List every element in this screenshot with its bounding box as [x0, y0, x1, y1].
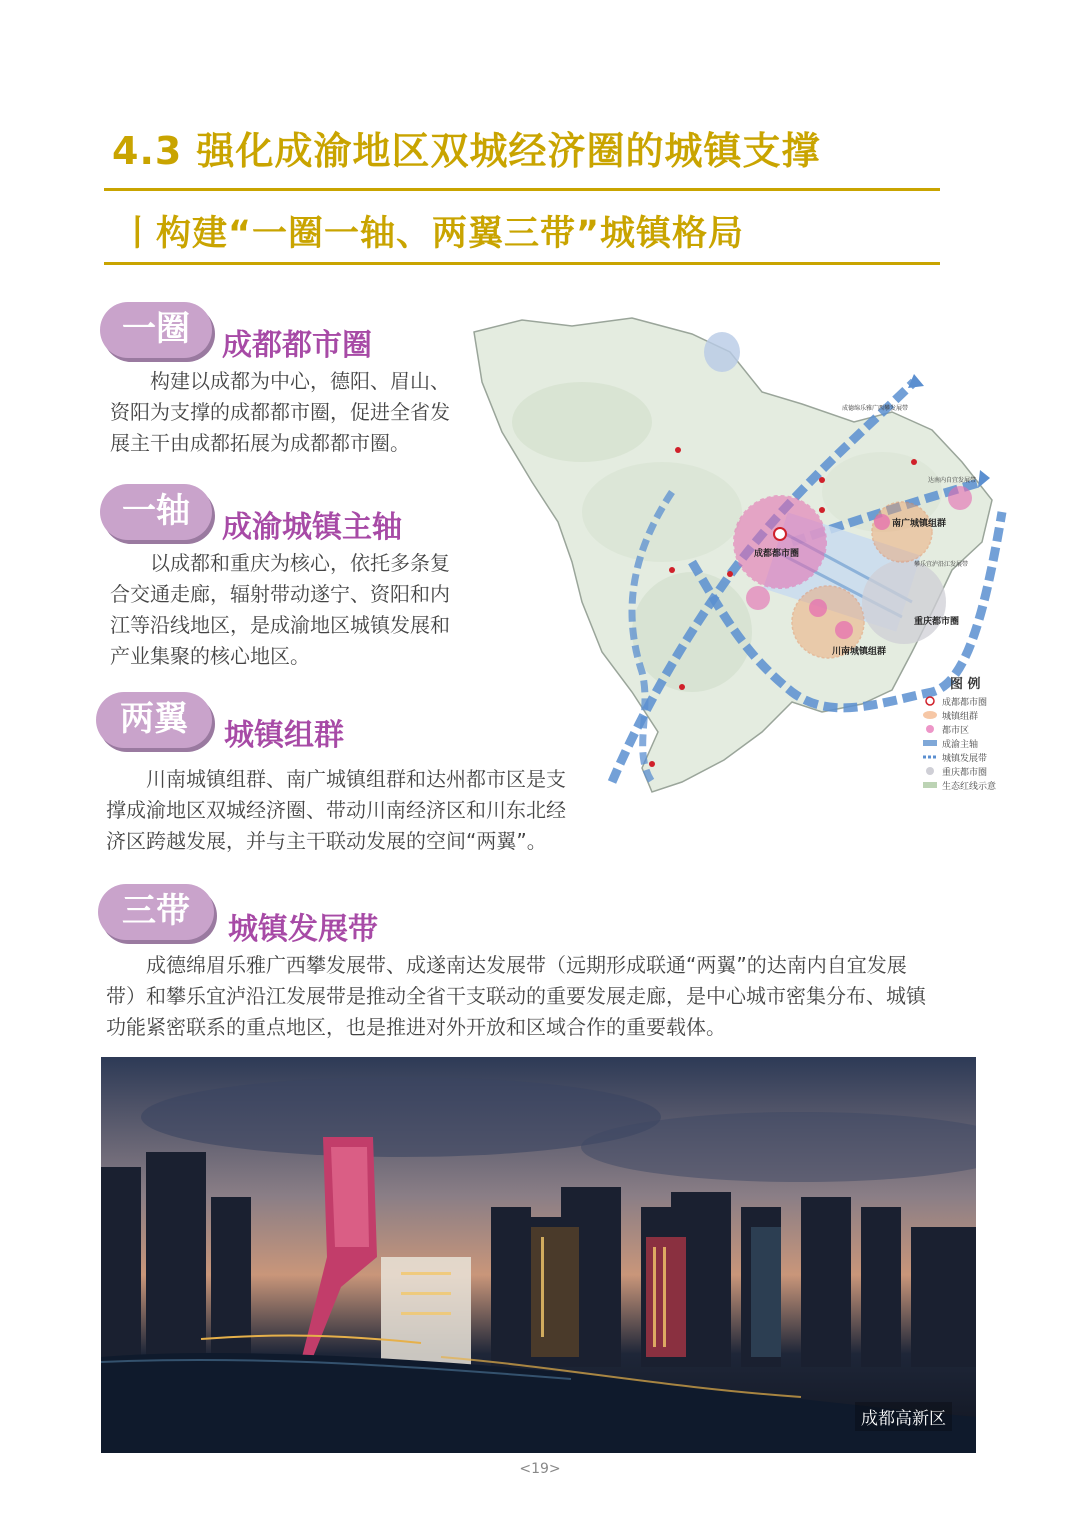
section-heading-yizhou: 成渝城镇主轴: [222, 510, 402, 545]
label-chengdu: 成都都市圈: [754, 549, 800, 559]
label-belt-2: 达南内自宜发展带: [928, 477, 977, 484]
section-tag-liangyi: 两翼: [96, 692, 212, 748]
legend-item-0: 成都都市圈: [942, 698, 988, 708]
label-belt-3: 攀乐宜泸沿江发展带: [914, 561, 969, 568]
dazhou-metro-circle: [948, 486, 972, 510]
section-body-yizhou: 以成都和重庆为核心，依托多条复合交通走廊，辐射带动遂宁、资阳和内江等沿线地区，是成渝地区城镇发展和产业集聚的核心地区。: [110, 551, 450, 668]
section-heading-yiquan: 成都都市圈: [222, 328, 372, 363]
legend-item-5: 重庆都市圈: [942, 768, 988, 778]
section-tag-yizhou: 一轴: [100, 484, 212, 540]
section-tag-sandai: 三带: [98, 884, 214, 940]
city-skyline-illustration: [101, 1057, 976, 1453]
title-rule-bottom: [104, 262, 940, 265]
page-title: 4.3 强化成渝地区双城经济圈的城镇支撑: [112, 129, 821, 173]
sichuan-planning-map: [462, 312, 1010, 800]
label-nanguang: 南广城镇组群: [892, 519, 947, 529]
label-chuannan: 川南城镇组群: [832, 647, 887, 657]
label-chongqing: 重庆都市圈: [914, 617, 960, 627]
city-photo: [101, 1057, 976, 1453]
legend-item-4: 城镇发展带: [942, 754, 988, 764]
section-body-yiquan: 构建以成都为中心，德阳、眉山、资阳为支撑的成都都市圈，促进全省发展主干由成都拓展为成都都市圈。: [110, 369, 450, 455]
section-tag-yiquan: 一圈: [100, 302, 212, 358]
label-belt-1: 成德绵乐雅广西攀发展带: [842, 405, 909, 412]
nanguang-group-circle: [872, 502, 932, 562]
page-number: <19>: [519, 1461, 561, 1477]
legend-title: 图 例: [950, 677, 981, 692]
legend-item-1: 城镇组群: [942, 712, 979, 722]
section-body-liangyi: 川南城镇组群、南广城镇组群和达州都市区是支撑成渝地区双城经济圈、带动川南经济区和川东北经济区跨越发展，并与主干联动发展的空间“两翼”。: [106, 767, 566, 853]
legend-item-3: 成渝主轴: [942, 740, 979, 750]
section-heading-liangyi: 城镇组群: [224, 718, 344, 753]
section-heading-sandai: 城镇发展带: [228, 912, 378, 947]
title-rule-top: [104, 188, 940, 191]
section-body-sandai: 成德绵眉乐雅广西攀发展带、成遂南达发展带（远期形成联通“两翼”的达南内自宜发展带）和攀乐宜泸沿江发展带是推动全省干支联动的重要发展走廊，是中心城市密集分布、城镇功能紧密联系的重点地区，也是推进对外开放和区域合作的重要载体。: [106, 953, 926, 1039]
section-subtitle: 丨构建“一圈一轴、两翼三带”城镇格局: [120, 214, 745, 254]
chongqing-metro-circle: [862, 560, 946, 644]
legend-item-2: 都市区: [942, 726, 970, 736]
legend-item-6: 生态红线示意: [942, 782, 997, 792]
chengdu-metro-circle: [734, 496, 826, 588]
photo-caption: 成都高新区: [855, 1402, 952, 1431]
